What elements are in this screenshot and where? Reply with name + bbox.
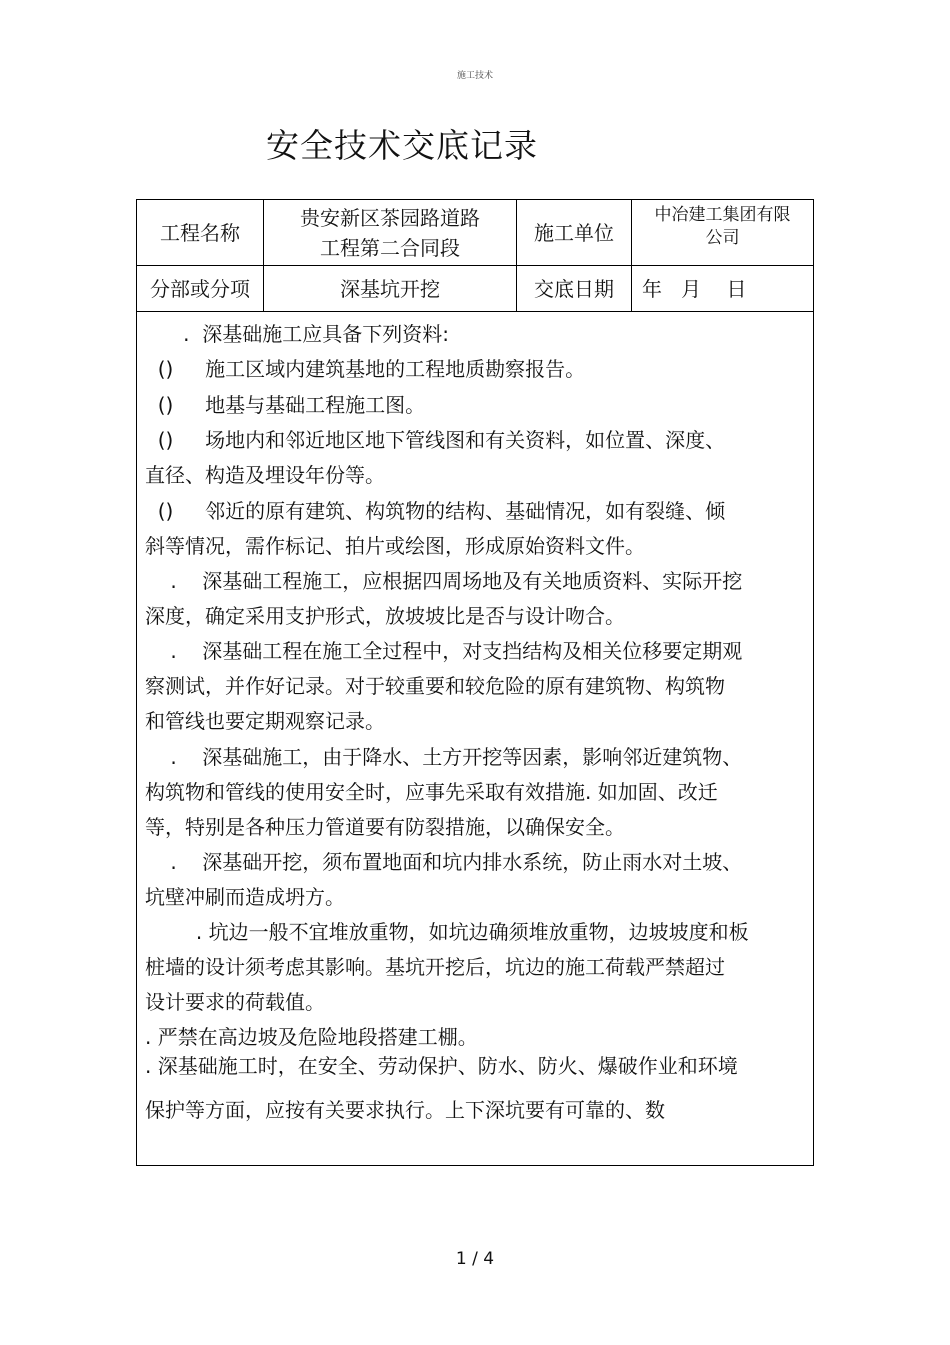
construction-unit-label: 施工单位: [534, 220, 614, 245]
page-header-note: 施工技术: [456, 71, 493, 81]
content-line: 桩墙的设计须考虑其影响。基坑开挖后，坑边的施工荷载严禁超过: [145, 955, 725, 979]
content-line: . 深基础工程施工，应根据四周场地及有关地质资料、实际开挖: [145, 569, 743, 593]
content-line: . 严禁在高边坡及危险地段搭建工棚。: [145, 1025, 478, 1049]
project-name-line-2: 工程第二合同段: [320, 235, 460, 260]
content-line: 设计要求的荷载值。: [145, 990, 325, 1014]
document-title: 安全技术交底记录: [266, 126, 538, 165]
content-line: 深度，确定采用支护形式，放坡坡比是否与设计吻合。: [145, 604, 625, 628]
content-line: 和管线也要定期观察记录。: [145, 709, 385, 733]
content-line: () 施工区域内建筑基地的工程地质勘察报告。: [145, 357, 586, 381]
subitem-label: 分部或分项: [150, 276, 250, 301]
content-line: . 坑边一般不宜堆放重物，如坑边确须堆放重物，边坡坡度和板: [145, 920, 749, 944]
content-line: 察测试，并作好记录。对于较重要和较危险的原有建筑物、构筑物: [145, 674, 725, 698]
construction-unit-value: [632, 200, 813, 260]
handover-date-value: 年 月 日: [642, 276, 747, 301]
content-line: () 邻近的原有建筑、构筑物的结构、基础情况，如有裂缝、倾: [145, 499, 726, 523]
project-name-label: 工程名称: [160, 220, 240, 245]
content-line: . 深基础施工应具备下列资料:: [145, 322, 449, 346]
content-line: () 场地内和邻近地区地下管线图和有关资料，如位置、深度、: [145, 428, 726, 452]
page-number: 1 / 4: [455, 1249, 495, 1269]
content-line: . 深基础开挖，须布置地面和坑内排水系统，防止雨水对土坡、: [145, 850, 743, 874]
record-table: [136, 199, 814, 1166]
subitem-value: 深基坑开挖: [340, 276, 440, 301]
handover-date-label: 交底日期: [534, 276, 614, 301]
content-line: . 深基础施工时，在安全、劳动保护、防水、防火、爆破作业和环境: [145, 1054, 738, 1078]
content-line: 坑壁冲刷而造成坍方。: [145, 885, 345, 909]
content-line: 保护等方面，应按有关要求执行。上下深坑要有可靠的、数: [145, 1098, 665, 1122]
content-line: 直径、构造及埋设年份等。: [145, 463, 385, 487]
content-line: 等，特别是各种压力管道要有防裂措施，以确保安全。: [145, 815, 625, 839]
content-line: 斜等情况，需作标记、拍片或绘图，形成原始资料文件。: [145, 534, 645, 558]
project-name-line-1: 贵安新区茶园路道路: [300, 205, 480, 230]
content-line: . 深基础施工，由于降水、土方开挖等因素，影响邻近建筑物、: [145, 745, 743, 769]
content-line: . 深基础工程在施工全过程中，对支挡结构及相关位移要定期观: [145, 639, 743, 663]
project-name-value: [264, 200, 516, 265]
construction-unit-line-1: 中冶建工集团有限: [654, 205, 791, 225]
content-line: () 地基与基础工程施工图。: [145, 393, 426, 417]
content-line: 构筑物和管线的使用安全时，应事先采取有效措施. 如加固、改迁: [145, 780, 718, 804]
row-divider: [137, 311, 813, 312]
construction-unit-line-2: 公司: [705, 228, 740, 248]
